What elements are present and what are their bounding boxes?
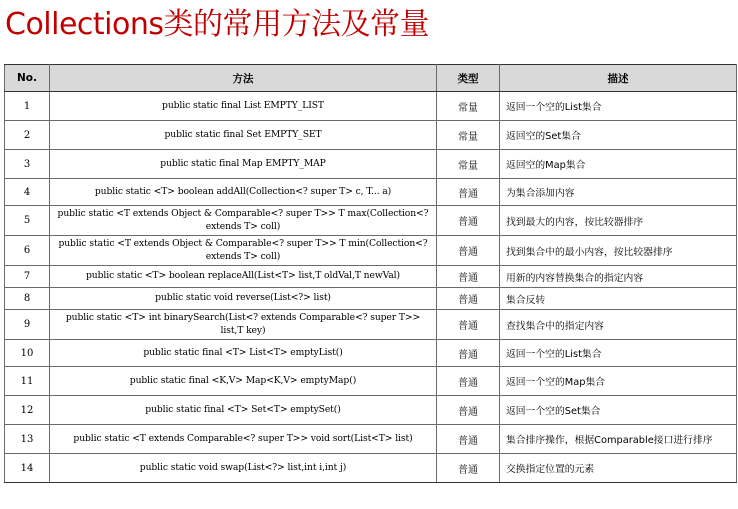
method-type: 普通 (437, 310, 500, 340)
method-signature: public static final <K,V> Map<K,V> emptyMap() (50, 367, 437, 396)
method-description: 找到集合中的最小内容，按比较器排序 (500, 236, 737, 266)
methods-table (4, 64, 737, 483)
method-description: 集合排序操作，根据Comparable接口进行排序 (500, 425, 737, 454)
table-row (5, 236, 737, 266)
method-signature: public static final Map EMPTY_MAP (50, 150, 437, 179)
row-number: 10 (5, 340, 50, 367)
table-row (5, 340, 737, 367)
table-row (5, 367, 737, 396)
row-number: 14 (5, 454, 50, 483)
column-header-type: 类型 (437, 65, 500, 92)
method-description: 用新的内容替换集合的指定内容 (500, 266, 737, 288)
row-number: 9 (5, 310, 50, 340)
table-header-row (5, 65, 737, 92)
method-description: 集合反转 (500, 288, 737, 310)
method-signature: public static void reverse(List<?> list) (50, 288, 437, 310)
method-description: 为集合添加内容 (500, 179, 737, 206)
table-row (5, 425, 737, 454)
row-number: 5 (5, 206, 50, 236)
row-number: 1 (5, 92, 50, 121)
method-signature: public static final List EMPTY_LIST (50, 92, 437, 121)
method-description: 查找集合中的指定内容 (500, 310, 737, 340)
method-description: 返回空的Set集合 (500, 121, 737, 150)
method-signature: public static <T extends Object & Comparable<? super T>> T max(Collection<? extends T> coll) (50, 206, 437, 236)
method-signature: public static <T> boolean addAll(Collection<? super T> c, T... a) (50, 179, 437, 206)
table-row (5, 206, 737, 236)
method-type: 普通 (437, 288, 500, 310)
row-number: 3 (5, 150, 50, 179)
method-type: 普通 (437, 367, 500, 396)
method-type: 普通 (437, 454, 500, 483)
table-row (5, 288, 737, 310)
method-description: 找到最大的内容，按比较器排序 (500, 206, 737, 236)
method-signature: public static <T> boolean replaceAll(List<T> list,T oldVal,T newVal) (50, 266, 437, 288)
row-number: 2 (5, 121, 50, 150)
row-number: 11 (5, 367, 50, 396)
method-type: 普通 (437, 266, 500, 288)
method-type: 常量 (437, 92, 500, 121)
row-number: 4 (5, 179, 50, 206)
column-header-no: No. (5, 65, 50, 92)
row-number: 7 (5, 266, 50, 288)
row-number: 6 (5, 236, 50, 266)
table-row (5, 92, 737, 121)
table-row (5, 150, 737, 179)
method-type: 普通 (437, 425, 500, 454)
method-description: 交换指定位置的元素 (500, 454, 737, 483)
method-signature: public static void swap(List<?> list,int i,int j) (50, 454, 437, 483)
method-description: 返回一个空的List集合 (500, 340, 737, 367)
method-signature: public static final Set EMPTY_SET (50, 121, 437, 150)
method-type: 普通 (437, 236, 500, 266)
method-description: 返回一个空的Map集合 (500, 367, 737, 396)
method-description: 返回空的Map集合 (500, 150, 737, 179)
table-row (5, 179, 737, 206)
method-type: 普通 (437, 206, 500, 236)
method-signature: public static <T extends Object & Comparable<? super T>> T min(Collection<? extends T> coll) (50, 236, 437, 266)
page-title: Collections类的常用方法及常量 (5, 7, 430, 42)
method-signature: public static <T extends Comparable<? super T>> void sort(List<T> list) (50, 425, 437, 454)
column-header-method: 方法 (50, 65, 437, 92)
row-number: 8 (5, 288, 50, 310)
method-type: 常量 (437, 150, 500, 179)
method-type: 普通 (437, 340, 500, 367)
method-type: 普通 (437, 179, 500, 206)
method-type: 普通 (437, 396, 500, 425)
row-number: 13 (5, 425, 50, 454)
method-description: 返回一个空的List集合 (500, 92, 737, 121)
table-row (5, 121, 737, 150)
table-row (5, 454, 737, 483)
method-signature: public static <T> int binarySearch(List<? extends Comparable<? super T>> list,T key) (50, 310, 437, 340)
method-type: 常量 (437, 121, 500, 150)
table-row (5, 266, 737, 288)
row-number: 12 (5, 396, 50, 425)
column-header-description: 描述 (500, 65, 737, 92)
table-row (5, 310, 737, 340)
method-signature: public static final <T> Set<T> emptySet() (50, 396, 437, 425)
table-row (5, 396, 737, 425)
method-description: 返回一个空的Set集合 (500, 396, 737, 425)
method-signature: public static final <T> List<T> emptyList() (50, 340, 437, 367)
